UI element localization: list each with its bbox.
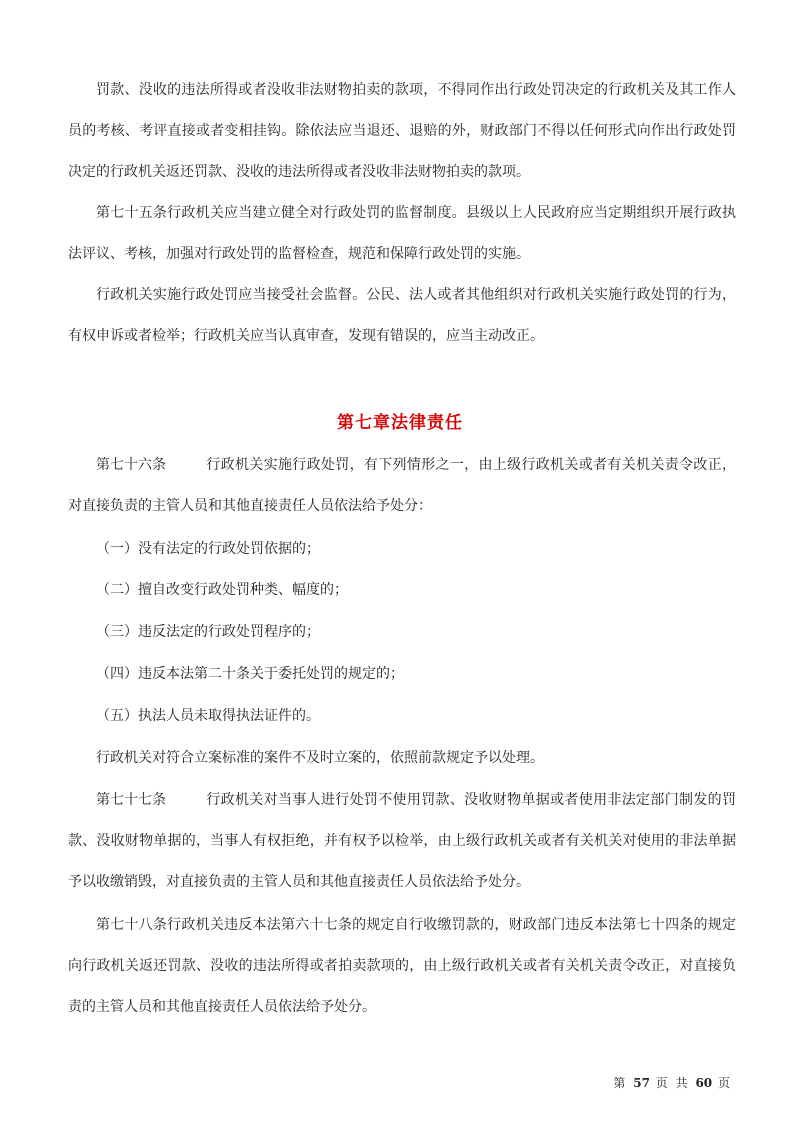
list-item: （三）违反法定的行政处罚程序的； [96, 624, 320, 640]
paragraph-article-75: 第七十五条行政机关应当建立健全对行政处罚的监督制度。县级以上人民政府应当定期组织开展行政执法评议、考核，加强对行政处罚的监督检查，规范和保障行政处罚的实施。 [68, 205, 736, 262]
article-76-number: 第七十六条 [96, 457, 166, 473]
list-item: （五）执法人员未取得执法证件的。 [96, 708, 320, 724]
chapter-heading: 第七章法律责任 [337, 413, 463, 433]
footer-suffix: 页 [717, 1076, 732, 1090]
footer-prefix: 第 [613, 1076, 628, 1090]
footer-mid: 页 共 [655, 1076, 690, 1090]
list-item: （一）没有法定的行政处罚依据的； [96, 541, 320, 557]
paragraph-article-76 [68, 445, 736, 527]
total-pages: 60 [695, 1076, 713, 1090]
paragraph-article-76-closing: 行政机关对符合立案标准的案件不及时立案的，依照前款规定予以处理。 [96, 750, 544, 766]
article-77-text: 行政机关对当事人进行处罚不使用罚款、没收财物单据或者使用非法定部门制发的罚款、没收财物单据的，当事人有权拒绝，并有权予以检举，由上级行政机关或者有关机关对使用的非法单据予以收缴销毁，对直接负责的主管人员和其他直接责任人员依法给予处分。 [68, 792, 736, 890]
page-number: 57 [633, 1076, 650, 1090]
page-footer [613, 1074, 732, 1091]
paragraph-social-supervision: 行政机关实施行政处罚应当接受社会监督。公民、法人或者其他组织对行政机关实施行政处罚的行为，有权申诉或者检举；行政机关应当认真审查，发现有错误的，应当主动改正。 [68, 287, 736, 344]
paragraph-fines-proceeds: 罚款、没收的违法所得或者没收非法财物拍卖的款项，不得同作出行政处罚决定的行政机关及其工作人员的考核、考评直接或者变相挂钩。除依法应当退还、退赔的外，财政部门不得以任何形式向作出行政处罚决定的行政机关返还罚款、没收的违法所得或者没收非法财物拍卖的款项。 [68, 82, 736, 180]
list-item: （二）擅自改变行政处罚种类、幅度的； [96, 582, 348, 598]
paragraph-article-77 [68, 780, 736, 903]
article-77-number: 第七十七条 [96, 792, 166, 808]
article-76-text: 行政机关实施行政处罚，有下列情形之一，由上级行政机关或者有关机关责令改正，对直接负责的主管人员和其他直接责任人员依法给予处分： [68, 457, 736, 514]
list-item: （四）违反本法第二十条关于委托处罚的规定的； [96, 666, 404, 682]
paragraph-article-78: 第七十八条行政机关违反本法第六十七条的规定自行收缴罚款的，财政部门违反本法第七十四条的规定向行政机关返还罚款、没收的违法所得或者拍卖款项的，由上级行政机关或者有关机关责令改正，对直接负责的主管人员和其他直接责任人员依法给予处分。 [68, 917, 736, 1015]
